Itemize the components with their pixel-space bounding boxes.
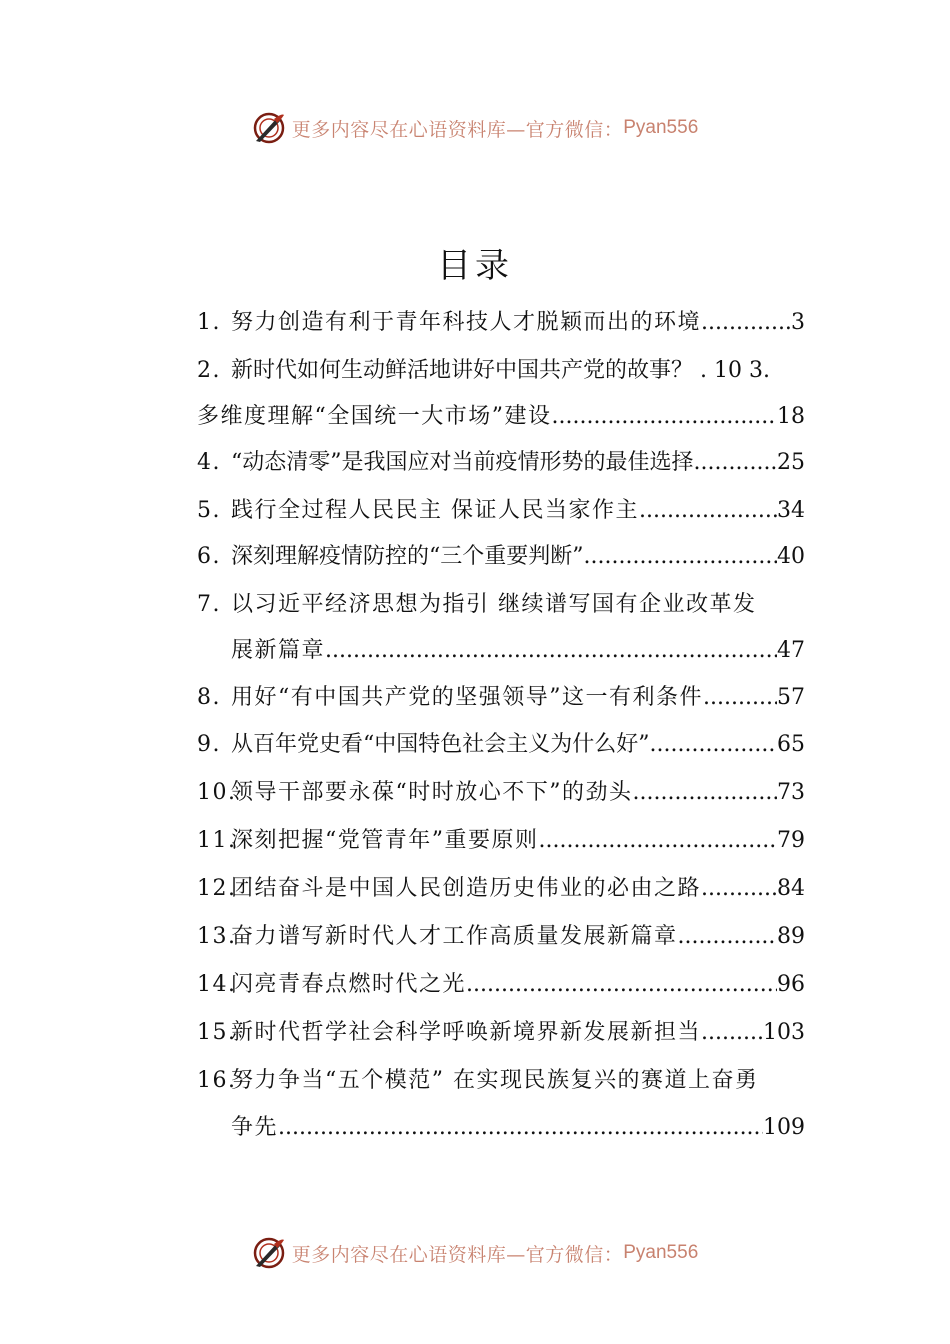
toc-entry-number: 9. xyxy=(197,732,221,757)
toc-leader-dots xyxy=(466,970,777,1000)
toc-entry-number: 2. xyxy=(197,358,221,383)
toc-entry-page: 40 xyxy=(777,544,805,569)
toc-entry-14[interactable] xyxy=(197,970,805,1000)
toc-entry-page: 25 xyxy=(777,450,805,475)
toc-leader-dots xyxy=(325,636,777,666)
toc-entry-number: 7. xyxy=(197,592,221,617)
toc-entry-5[interactable] xyxy=(197,496,805,526)
toc-entry-1[interactable] xyxy=(197,308,805,338)
toc-entry-page: 109 xyxy=(763,1115,805,1140)
toc-entry-title: 奋力谱写新时代人才工作高质量发展新篇章 xyxy=(231,924,678,949)
toc-leader-dots xyxy=(701,874,777,904)
toc-entry-title: 努力创造有利于青年科技人才脱颖而出的环境 xyxy=(231,310,702,335)
toc-entry-page: 84 xyxy=(777,876,805,901)
toc-entry-10[interactable] xyxy=(197,778,805,808)
toc-entry-number: 1. xyxy=(197,310,221,335)
quill-logo-icon xyxy=(252,1236,286,1270)
toc-entry-page: 79 xyxy=(777,828,805,853)
toc-entry-number: 16. xyxy=(197,1068,237,1093)
toc-entry-title: 践行全过程人民民主 保证人民当家作主 xyxy=(231,498,639,523)
toc-leader-dots xyxy=(678,922,777,952)
toc-leader-dots xyxy=(701,448,778,478)
toc-entry-number: 8. xyxy=(197,685,221,710)
toc-entry-number: 11. xyxy=(197,828,237,853)
page-title: 目录 xyxy=(437,246,513,286)
toc-entry-page: 96 xyxy=(777,972,805,997)
toc-entry-title: 用好“有中国共产党的坚强领导”这一有利条件 xyxy=(231,685,703,710)
toc-entry-16[interactable] xyxy=(197,1066,805,1096)
toc-entry-page: 34 xyxy=(777,498,805,523)
toc-entry-title: 新时代哲学社会科学呼唤新境界新发展新担当 xyxy=(231,1020,702,1045)
toc-leader-dots xyxy=(650,730,778,760)
header-watermark xyxy=(0,108,950,148)
toc-entry-number: 5. xyxy=(197,498,221,523)
watermark-wechat-id: Pyan556 xyxy=(623,117,699,138)
toc-entry-page: 65 xyxy=(777,732,805,757)
toc-entry-title: 多维度理解“全国统一大市场”建设 xyxy=(197,404,552,429)
footer-watermark xyxy=(0,1233,950,1273)
toc-entry-15[interactable] xyxy=(197,1018,805,1048)
toc-entry-12[interactable] xyxy=(197,874,805,904)
toc-leader-dots xyxy=(633,778,778,808)
toc-entry-number: 10. xyxy=(197,780,237,805)
toc-entry-number: 4. xyxy=(197,450,221,475)
toc-entry-2[interactable] xyxy=(197,356,805,386)
toc-leader-dots xyxy=(701,308,791,338)
toc-entry-7[interactable] xyxy=(197,590,805,620)
toc-entry-16-continued[interactable] xyxy=(231,1113,805,1143)
toc-entry-page: 57 xyxy=(777,685,805,710)
toc-leader-dots xyxy=(539,826,778,856)
toc-entry-title: 团结奋斗是中国人民创造历史伟业的必由之路 xyxy=(231,876,702,901)
watermark-text: 更多内容尽在心语资料库—官方微信： xyxy=(291,1243,624,1266)
toc-entry-number: 13. xyxy=(197,924,237,949)
toc-entry-title: 领导干部要永葆“时时放心不下”的劲头 xyxy=(231,780,633,805)
toc-entry-page: 103 xyxy=(763,1020,805,1045)
toc-entry-page: 3 xyxy=(791,310,805,335)
toc-leader-dots xyxy=(552,402,778,432)
toc-entry-number: 14. xyxy=(197,972,237,997)
toc-entry-6[interactable] xyxy=(197,542,805,572)
toc-entry-title: 争先 xyxy=(231,1115,279,1140)
toc-leader-dots xyxy=(584,542,778,572)
toc-leader-dots xyxy=(703,683,777,713)
toc-entry-page: 18 xyxy=(777,404,805,429)
toc-entry-3[interactable] xyxy=(197,402,805,432)
toc-entry-page: 73 xyxy=(777,780,805,805)
toc-entry-title: 闪亮青春点燃时代之光 xyxy=(231,972,467,997)
watermark-wechat-id: Pyan556 xyxy=(623,1242,699,1263)
toc-entry-title: 深刻把握“党管青年”重要原则 xyxy=(231,828,539,853)
toc-entry-title: 努力争当“五个模范” 在实现民族复兴的赛道上奋勇 xyxy=(231,1068,759,1093)
toc-leader-dots xyxy=(639,496,777,526)
toc-entry-title: “动态清零”是我国应对当前疫情形势的最佳选择. xyxy=(231,450,701,475)
toc-entry-number: 6. xyxy=(197,544,221,569)
toc-entry-9[interactable] xyxy=(197,730,805,760)
watermark-text: 更多内容尽在心语资料库—官方微信： xyxy=(291,118,624,141)
toc-entry-13[interactable] xyxy=(197,922,805,952)
toc-entry-title: 新时代如何生动鲜活地讲好中国共产党的故事？ . 10 3. xyxy=(231,358,770,383)
quill-logo-icon xyxy=(252,111,286,145)
toc-entry-number: 15. xyxy=(197,1020,237,1045)
toc-leader-dots xyxy=(278,1113,763,1143)
toc-entry-page: 89 xyxy=(777,924,805,949)
toc-leader-dots xyxy=(701,1018,763,1048)
toc-entry-7-continued[interactable] xyxy=(231,636,805,666)
toc-entry-page: 47 xyxy=(777,638,805,663)
toc-entry-title: 以习近平经济思想为指引 继续谱写国有企业改革发 xyxy=(231,592,757,617)
toc-entry-title: 深刻理解疫情防控的“三个重要判断” xyxy=(231,544,584,569)
toc-entry-11[interactable] xyxy=(197,826,805,856)
toc-entry-number: 12. xyxy=(197,876,237,901)
toc-entry-8[interactable] xyxy=(197,683,805,713)
toc-entry-title: 展新篇章 xyxy=(231,638,326,663)
toc-entry-4[interactable] xyxy=(197,448,805,478)
toc-entry-title: 从百年党史看“中国特色社会主义为什么好” xyxy=(231,732,650,757)
